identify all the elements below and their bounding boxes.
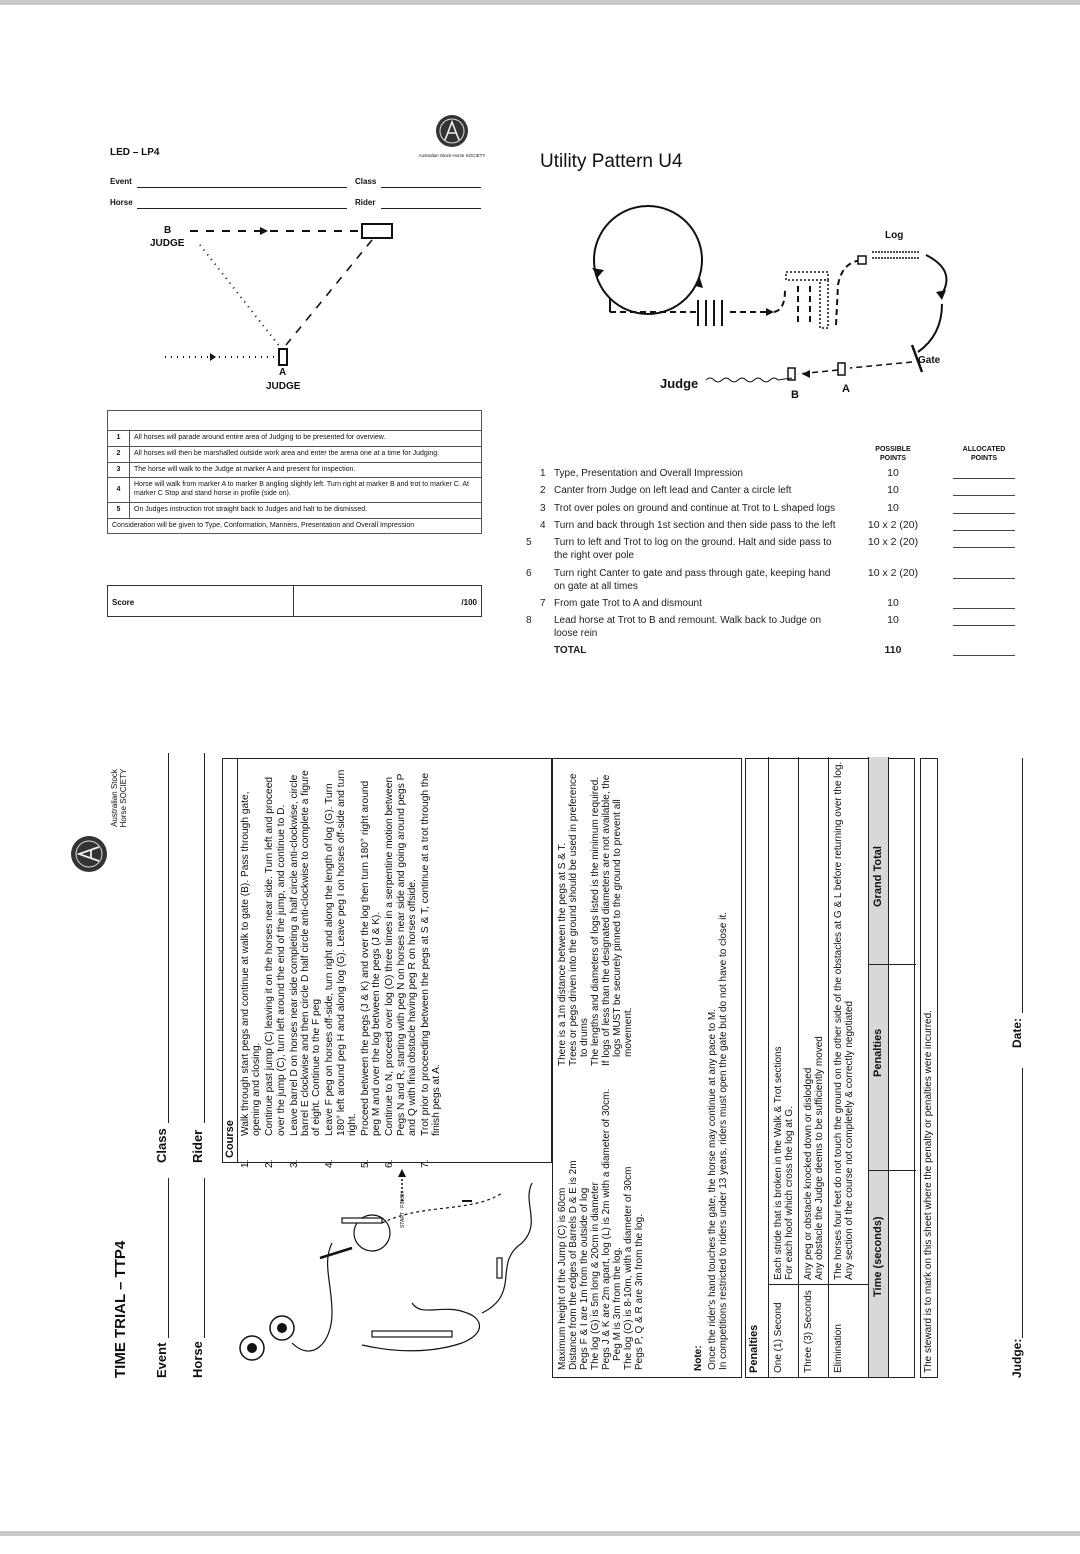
- ttp4-event-field[interactable]: [168, 1178, 169, 1338]
- lp4-score-label: Score: [108, 586, 294, 616]
- ttp4-spec: Trees or pegs driven into the ground should be used in preference to drums: [568, 773, 590, 1066]
- u4-judge-label: Judge: [660, 376, 699, 391]
- lp4-judge-b: JUDGE: [150, 238, 185, 249]
- ttp4-class-field[interactable]: [168, 753, 169, 1123]
- ttp4-penalties-box: [745, 758, 915, 1378]
- u4-allocated-field[interactable]: [953, 625, 1015, 626]
- u4-allocated-field[interactable]: [953, 530, 1015, 531]
- ttp4-course-item: 4.Leave F peg on horses off-side, turn right and along the length of log (G). Turn 180° left around peg H and along log (G). Leave peg I on horses off-side and turn right.: [324, 769, 358, 1168]
- u4-item-points: 10: [887, 467, 899, 479]
- u4-allocated-field[interactable]: [953, 478, 1015, 479]
- ttp4-totals-entry[interactable]: [888, 757, 915, 1377]
- u4-marker-b: B: [791, 389, 799, 401]
- u4-allocated-field[interactable]: [953, 578, 1015, 579]
- lp4-event-field[interactable]: [137, 187, 347, 188]
- lp4-class-field[interactable]: [381, 187, 481, 188]
- ttp4-specs-right: [557, 767, 634, 1067]
- u4-allocated-field[interactable]: [953, 547, 1015, 548]
- ttp4-spec: Maximum height of the Jump (C) is 60cm: [557, 1187, 568, 1370]
- ttp4-penalty-row: One (1) Second Each stride that is broken in the Walk & Trot sections For each hoof which cross the log at G.: [768, 757, 798, 1377]
- lp4-judge-a: JUDGE: [266, 381, 301, 392]
- u4-item: 5 Turn to left and Trot to log on the ground. Halt and side pass to the right over pole: [526, 537, 832, 561]
- top-border: [0, 0, 1080, 5]
- lp4-step-row: 1 All horses will parade around entire area of Judging to be presented for overview.: [108, 431, 482, 447]
- u4-item: 4 Turn and back through 1st section and then side pass to the left: [540, 520, 836, 531]
- u4-item: 3 Trot over poles on ground and continue at Trot to L shaped logs: [540, 503, 836, 514]
- lp4-steps-table: [107, 410, 482, 534]
- lp4-rider-label: Rider: [355, 198, 376, 207]
- lp4-marker-b: B: [164, 225, 172, 236]
- u4-total-points: 110: [884, 644, 902, 656]
- ttp4-note: In competitions restricted to riders under 13 years, riders must open the gate but do not have to close it.: [718, 911, 729, 1370]
- ttp4-spec: The lengths and diameters of logs listed is the minimum required.: [590, 776, 601, 1066]
- ttp4-notes-box: [552, 758, 742, 1378]
- u4-item-points: 10 x 2 (20): [867, 567, 919, 579]
- ash-logo-text: Australian Stock Horse SOCIETY: [418, 153, 486, 158]
- u4-allocated-field[interactable]: [953, 608, 1015, 609]
- lp4-step-row: 4 Horse will walk from marker A to marker B angling slightly left. Turn right at marker B and trot to marker C. At marker C Stop and stand horse in profile (side on).: [108, 478, 482, 503]
- u4-allocated-field[interactable]: [953, 495, 1015, 496]
- ttp4-course-header: Course: [223, 759, 238, 1162]
- u4-item: 6 Turn right Canter to gate and pass through gate, keeping hand on gate at all times: [526, 568, 831, 592]
- lp4-score-max[interactable]: /100: [461, 598, 477, 607]
- lp4-step-row: 3 The horse will walk to the Judge at marker A and present for inspection.: [108, 462, 482, 478]
- u4-item: 1 Type, Presentation and Overall Impression: [540, 468, 743, 479]
- u4-item-points: 10: [887, 484, 899, 496]
- lp4-table-header: [108, 411, 482, 431]
- lp4-step-row: 5 On Judges instruction trot straight back to Judges and halt to be dismissed.: [108, 502, 482, 518]
- ttp4-note-label: Note:: [693, 1345, 704, 1371]
- lp4-marker-a: A: [279, 367, 287, 378]
- ttp4-course-diagram: [222, 1168, 550, 1373]
- u4-item: 8 Lead horse at Trot to B and remount. Walk back to Judge on loose rein: [526, 615, 822, 639]
- ttp4-course-item: 1.Walk through start pegs and continue at walk to gate (B). Pass through gate, opening and closing.: [240, 791, 263, 1168]
- lp4-consideration-row: Consideration will be given to Type, Conformation, Manners, Presentation and Overall Impression: [108, 518, 482, 534]
- ttp4-class-label: Class: [154, 1128, 169, 1163]
- ttp4-totals-header: Time (seconds) Penalties Grand Total: [868, 757, 888, 1377]
- ttp4-spec: There is a 1m distance between the pegs at S & T.: [557, 842, 568, 1066]
- u4-item-points: 10: [887, 502, 899, 514]
- lp4-horse-field[interactable]: [137, 208, 347, 209]
- ttp4-spec: The log (O) is 8-10m, with a diameter of 30cm: [623, 1166, 634, 1370]
- ttp4-penalties-header: Penalties: [748, 1324, 760, 1373]
- ttp4-logo-icon: [70, 835, 108, 873]
- lp4-class-label: Class: [355, 177, 377, 186]
- ttp4-spec: Pegs F & I are 1m from the outside of log: [579, 1187, 590, 1370]
- ttp4-steward-note: The steward is to mark on this sheet where the penalty or penalties were incurred.: [920, 758, 938, 1378]
- ttp4-judge-field[interactable]: [1022, 1068, 1023, 1338]
- ttp4-diagram-start: START · FINISH: [400, 1191, 406, 1228]
- bottom-border: [0, 1531, 1080, 1536]
- lp4-horse-label: Horse: [110, 198, 133, 207]
- ttp4-form: [110, 748, 1024, 1378]
- ttp4-note: Once the rider's hand touches the gate, the horse may continue at any pace to M.: [707, 1008, 718, 1370]
- lp4-title: LED – LP4: [110, 147, 160, 158]
- ttp4-penalty-row: Elimination The horses four feet do not touch the ground on the other side of the obstacles at G & L before returning over the log. Any section of the course not completely & correctly negotiated: [828, 757, 868, 1377]
- ttp4-notes: [707, 771, 729, 1371]
- ttp4-title: TIME TRIAL – TTP4: [112, 1240, 129, 1378]
- ash-logo: [416, 114, 488, 158]
- lp4-rider-field[interactable]: [381, 208, 481, 209]
- u4-total-field[interactable]: [953, 655, 1015, 656]
- ttp4-spec: Pegs J & K are 2m apart, log (L) is 2m with a diameter of 30cm. Peg M is 3m from the log.: [601, 1088, 623, 1370]
- u4-pattern-diagram: [580, 200, 980, 405]
- lp4-score-box: [107, 585, 482, 617]
- ttp4-judge-label: Judge:: [1010, 1338, 1024, 1378]
- u4-total-label: TOTAL: [554, 645, 587, 656]
- ttp4-date-field[interactable]: [1022, 758, 1023, 1013]
- ttp4-spec: Distance from the edges of Barrels D & E is 2m: [568, 1160, 579, 1370]
- ttp4-logo: [110, 763, 128, 833]
- ttp4-course-item: 2.Continue past jump (C) leaving it on the horses near side. Turn left and proceed over the jump (C), turn left around the end of the jump, and continue to D.: [264, 776, 287, 1168]
- ttp4-course-item: 7.Trot prior to proceeding between the pegs at S & T, continue at a trot through the finish pegs at A.: [420, 772, 443, 1168]
- ttp4-spec: The log (G) is 5m long & 20cm in diameter: [590, 1182, 601, 1370]
- ttp4-rider-label: Rider: [190, 1129, 205, 1163]
- ttp4-date-label: Date:: [1010, 1017, 1024, 1048]
- ttp4-horse-label: Horse: [190, 1341, 205, 1378]
- lp4-event-label: Event: [110, 177, 132, 186]
- lp4-step-row: 2 All horses will then be marshalled outside work area and enter the arena one at a time for Judging.: [108, 446, 482, 462]
- u4-log-label: Log: [885, 230, 904, 241]
- u4-title: Utility Pattern U4: [540, 151, 683, 172]
- ttp4-event-label: Event: [154, 1342, 169, 1378]
- u4-item-points: 10 x 2 (20): [867, 519, 919, 531]
- u4-item-points: 10 x 2 (20): [867, 536, 919, 548]
- ttp4-course-item: 3.Leave barrel D on horses near side completing a half circle anti-clockwise, circle barrel E clockwise and then circle D half circle anti-clockwise to complete a figure of eight. Continue to the F peg: [288, 770, 323, 1168]
- ttp4-spec: Pegs P, Q & R are 3m from the log.: [634, 1214, 645, 1370]
- ttp4-spec: If logs of less than the designated diameters are not available, the logs MUST be securely pinned to the ground to prevent all movement.: [601, 774, 634, 1066]
- ash-logo-icon: [435, 114, 469, 148]
- u4-item-points: 10: [887, 614, 899, 626]
- u4-allocated-field[interactable]: [953, 513, 1015, 514]
- u4-item-points: 10: [887, 597, 899, 609]
- u4-marker-a: A: [842, 383, 850, 395]
- u4-item: 2 Canter from Judge on left lead and Canter a circle left: [540, 485, 792, 496]
- ttp4-course-item: 5.Proceed between the pegs (J & K) and over the log then turn 180° right around peg M and over the log between the pegs (J & K).: [360, 780, 383, 1168]
- ttp4-rider-field[interactable]: [204, 753, 205, 1123]
- u4-possible-header: POSSIBLE POINTS: [875, 446, 911, 462]
- ttp4-course-box: [222, 758, 552, 1168]
- u4-gate-label: Gate: [918, 355, 941, 366]
- ttp4-horse-field[interactable]: [204, 1178, 205, 1338]
- u4-item: 7 From gate Trot to A and dismount: [540, 598, 702, 609]
- ttp4-specs-left: [557, 1071, 645, 1371]
- ttp4-logo-text: Australian Stock Horse SOCIETY: [110, 768, 128, 828]
- ttp4-course-item: 6.Continue to N, proceed over log (O) three times in a serpentine motion between Pegs N and R, starting with peg N on horses near side and going around pegs P and Q with final obstacle having peg R on horses offside.: [384, 773, 418, 1168]
- ttp4-penalty-row: Three (3) Seconds Any peg or obstacle knocked down or dislodged Any obstacle the Judge deems to be sufficiently moved: [798, 757, 828, 1377]
- u4-allocated-header: ALLOCATED POINTS: [962, 446, 1006, 462]
